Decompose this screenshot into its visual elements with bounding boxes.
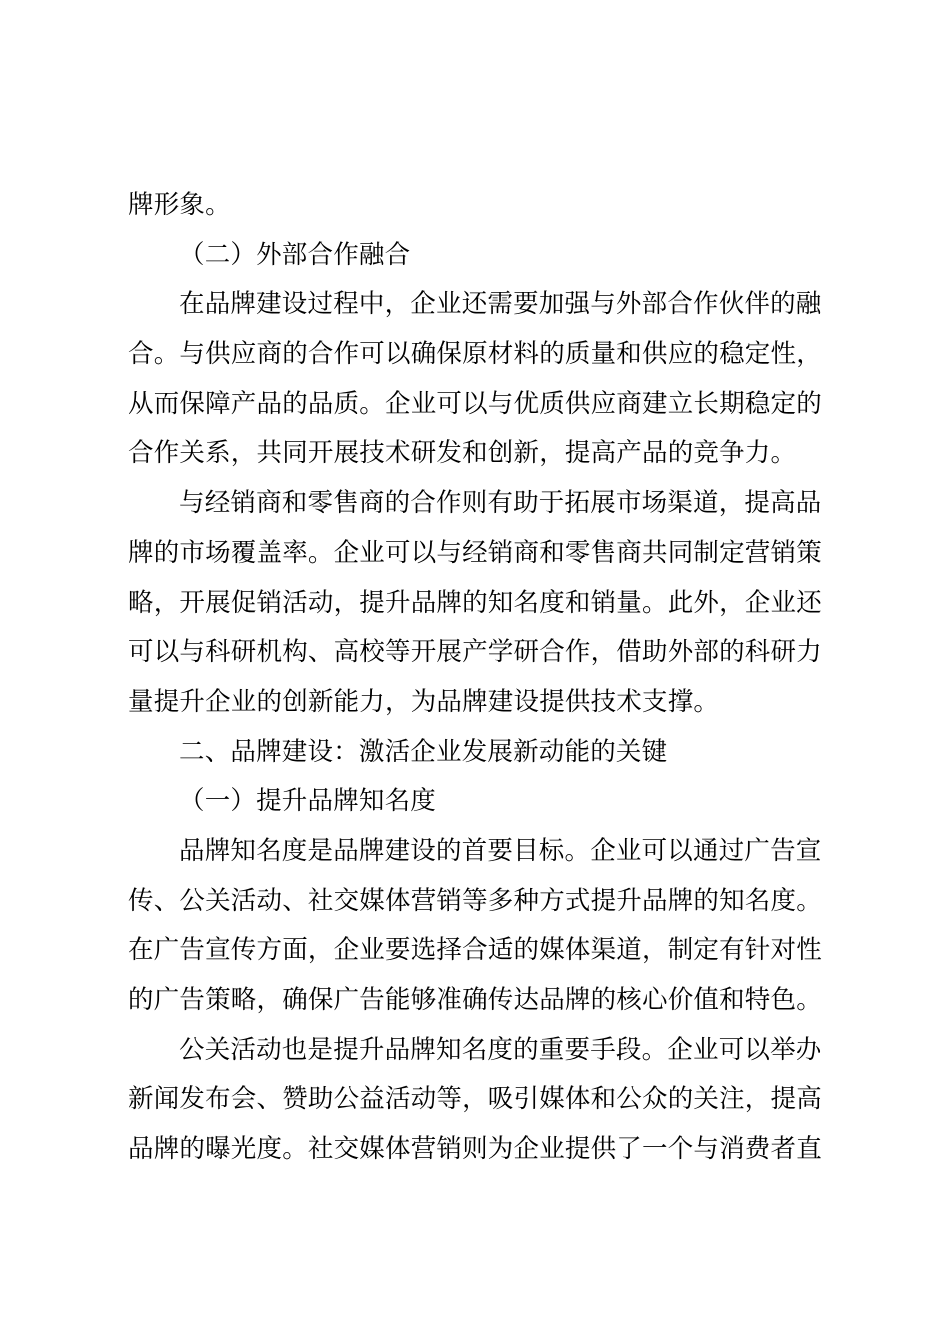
text-line: 合作关系，共同开展技术研发和创新，提高产品的竞争力。 <box>128 438 797 469</box>
section-heading: （二）外部合作融合 <box>179 239 411 270</box>
text-line: 传、公关活动、社交媒体营销等多种方式提升品牌的知名度。 <box>128 885 822 916</box>
text-line: 在品牌建设过程中，企业还需要加强与外部合作伙伴的融 <box>179 289 822 320</box>
text-line: 量提升企业的创新能力，为品牌建设提供技术支撑。 <box>128 686 720 717</box>
text-line: 牌形象。 <box>128 190 231 220</box>
text-line: 合。与供应商的合作可以确保原材料的质量和供应的稳定性， <box>128 339 822 370</box>
chapter-heading: 二、品牌建设：激活企业发展新动能的关键 <box>179 736 668 767</box>
text-line: 在广告宣传方面，企业要选择合适的媒体渠道，制定有针对性 <box>128 935 822 966</box>
text-line: 公关活动也是提升品牌知名度的重要手段。企业可以举办 <box>179 1034 822 1065</box>
text-line: 可以与科研机构、高校等开展产学研合作，借助外部的科研力 <box>128 637 822 668</box>
text-line: 略，开展促销活动，提升品牌的知名度和销量。此外，企业还 <box>128 587 822 618</box>
text-line: 品牌的曝光度。社交媒体营销则为企业提供了一个与消费者直 <box>128 1134 822 1165</box>
document-page <box>128 181 834 1175</box>
text-line: 与经销商和零售商的合作则有助于拓展市场渠道，提高品 <box>179 488 822 519</box>
text-line: 新闻发布会、赞助公益活动等，吸引媒体和公众的关注，提高 <box>128 1084 822 1115</box>
text-line: 从而保障产品的品质。企业可以与优质供应商建立长期稳定的 <box>128 388 822 419</box>
section-heading: （一）提升品牌知名度 <box>179 786 437 817</box>
text-line: 牌的市场覆盖率。企业可以与经销商和零售商共同制定营销策 <box>128 537 822 568</box>
text-line: 的广告策略，确保广告能够准确传达品牌的核心价值和特色。 <box>128 985 822 1015</box>
text-line: 品牌知名度是品牌建设的首要目标。企业可以通过广告宣 <box>179 835 822 866</box>
